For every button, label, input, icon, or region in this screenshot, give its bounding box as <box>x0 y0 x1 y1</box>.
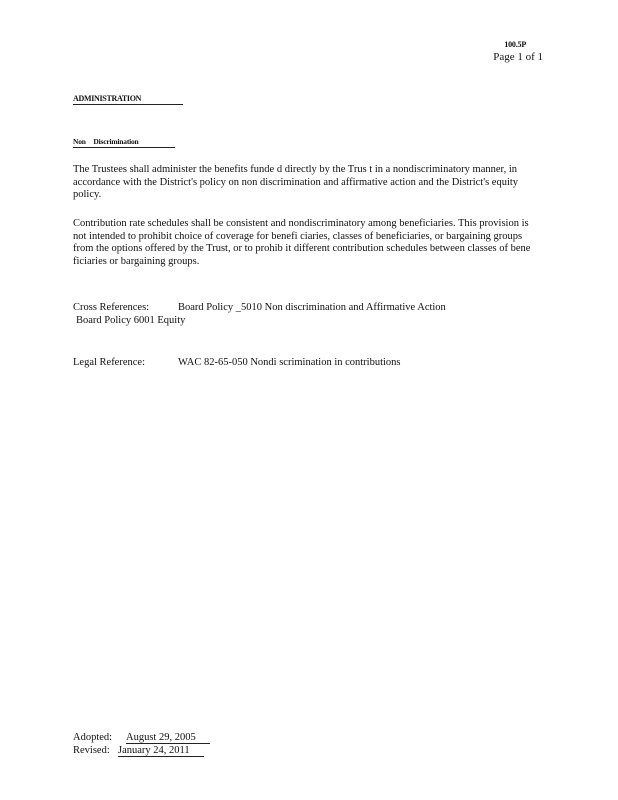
revised-line <box>73 745 204 757</box>
adopted-label: Adopted: <box>73 732 113 743</box>
cross-reference-1: Board Policy _5010 Non discrimination and Affirmative Action <box>178 302 446 313</box>
body-paragraph-1: The Trustees shall administer the benefits funde d directly by the Trus t in a nondiscriminatory manner, in accordance with the District's policy on non discrimination and affirmative action and the District's equity policy. <box>73 164 519 200</box>
cross-reference-2: Board Policy 6001 Equity <box>76 315 186 326</box>
section-title: ADMINISTRATION <box>73 94 183 105</box>
body-paragraph-2: Contribution rate schedules shall be consistent and nondiscriminatory among beneficiaries. This provision is not intended to prohibit choice of coverage for benefi ciaries, classes of beneficiaries, or bargaining groups from the options offered by the Trust, or to prohib it different contribution schedules between classes of bene ficiaries or bargaining groups. <box>73 218 531 267</box>
legal-reference-label: Legal Reference: <box>73 357 145 368</box>
policy-code: 100.5P <box>504 40 526 49</box>
adopted-line <box>73 732 210 744</box>
revised-label: Revised: <box>73 745 110 756</box>
cross-references-label: Cross References: <box>73 302 150 313</box>
legal-reference-value: WAC 82-65-050 Nondi scrimination in contributions <box>178 357 401 368</box>
cross-references <box>73 302 446 315</box>
adopted-date: August 29, 2005 <box>126 732 210 744</box>
legal-reference <box>73 357 401 370</box>
page-number: Page 1 of 1 <box>493 51 543 63</box>
revised-date: January 24, 2011 <box>118 745 204 757</box>
subsection-title: Non Discrimination <box>73 137 175 148</box>
